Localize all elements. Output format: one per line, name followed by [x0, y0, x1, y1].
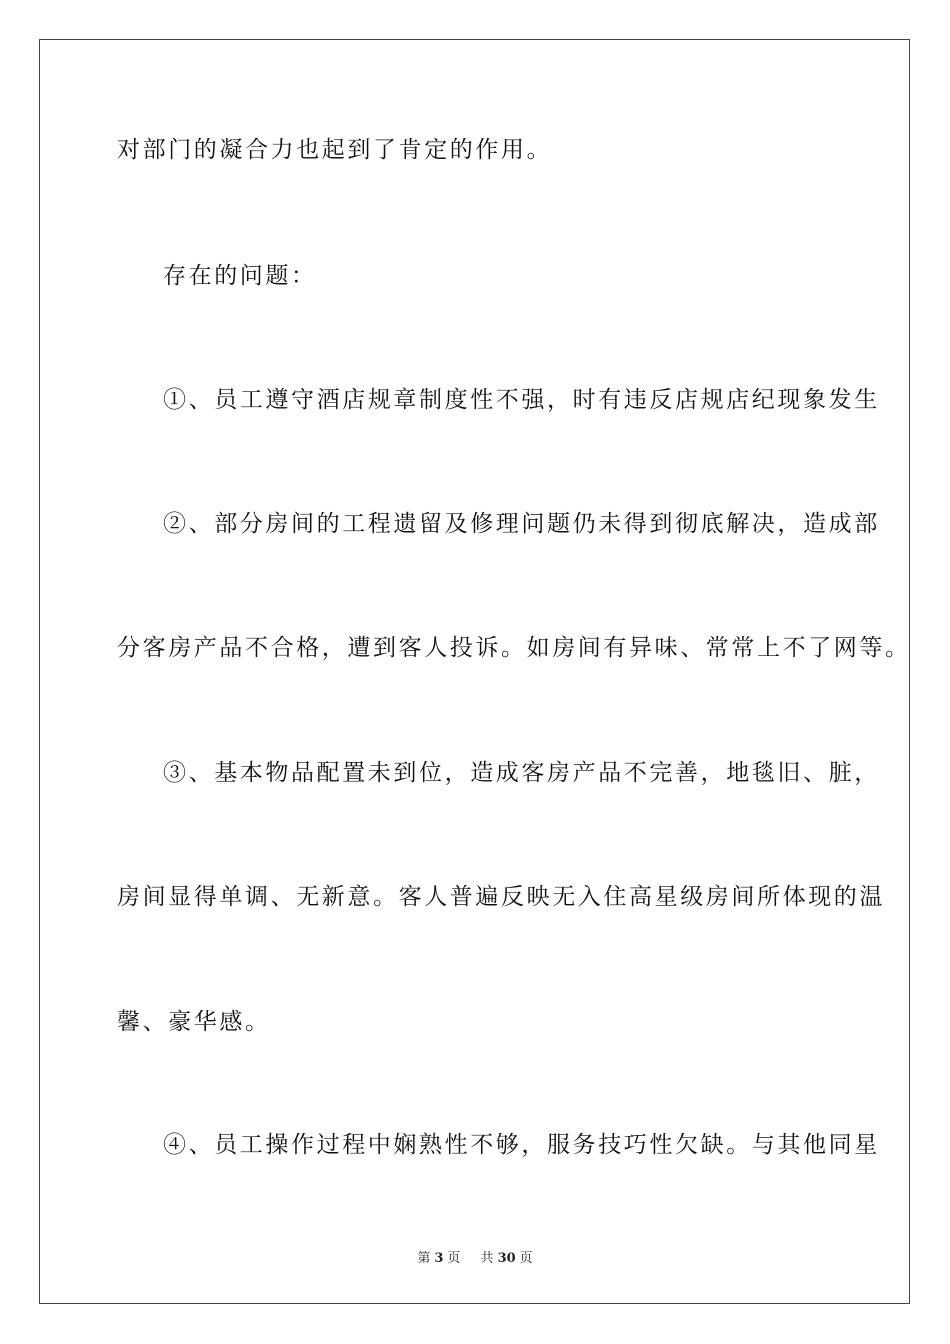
body-line-9: ④、员工操作过程中娴熟性不够，服务技巧性欠缺。与其他同星: [163, 1132, 880, 1158]
page-footer: [0, 1247, 950, 1266]
body-line-1: 对部门的凝合力也起到了肯定的作用。: [117, 137, 553, 163]
total-suffix: 页: [519, 1251, 533, 1266]
page-indicator: [413, 1251, 464, 1266]
body-line-5: 分客房产品不合格，遭到客人投诉。如房间有异味、常常上不了网等。: [117, 635, 911, 661]
total-prefix: 共: [480, 1251, 494, 1266]
page-prefix: 第: [417, 1251, 431, 1266]
body-line-6: ③、基本物品配置未到位，造成客房产品不完善，地毯旧、脏，: [163, 760, 880, 786]
total-indicator: [477, 1251, 537, 1266]
body-line-7: 房间显得单调、无新意。客人普遍反映无入住高星级房间所体现的温: [117, 884, 885, 910]
page-number: 3: [434, 1251, 444, 1266]
page-frame: [39, 39, 910, 1304]
body-line-8: 馨、豪华感。: [117, 1009, 271, 1035]
total-pages: 30: [497, 1251, 516, 1266]
body-line-4: ②、部分房间的工程遗留及修理问题仍未得到彻底解决，造成部: [163, 511, 880, 537]
page-suffix: 页: [447, 1251, 461, 1266]
body-line-3: ①、员工遵守酒店规章制度性不强，时有违反店规店纪现象发生: [163, 387, 880, 413]
body-line-2: 存在的问题：: [163, 263, 317, 289]
